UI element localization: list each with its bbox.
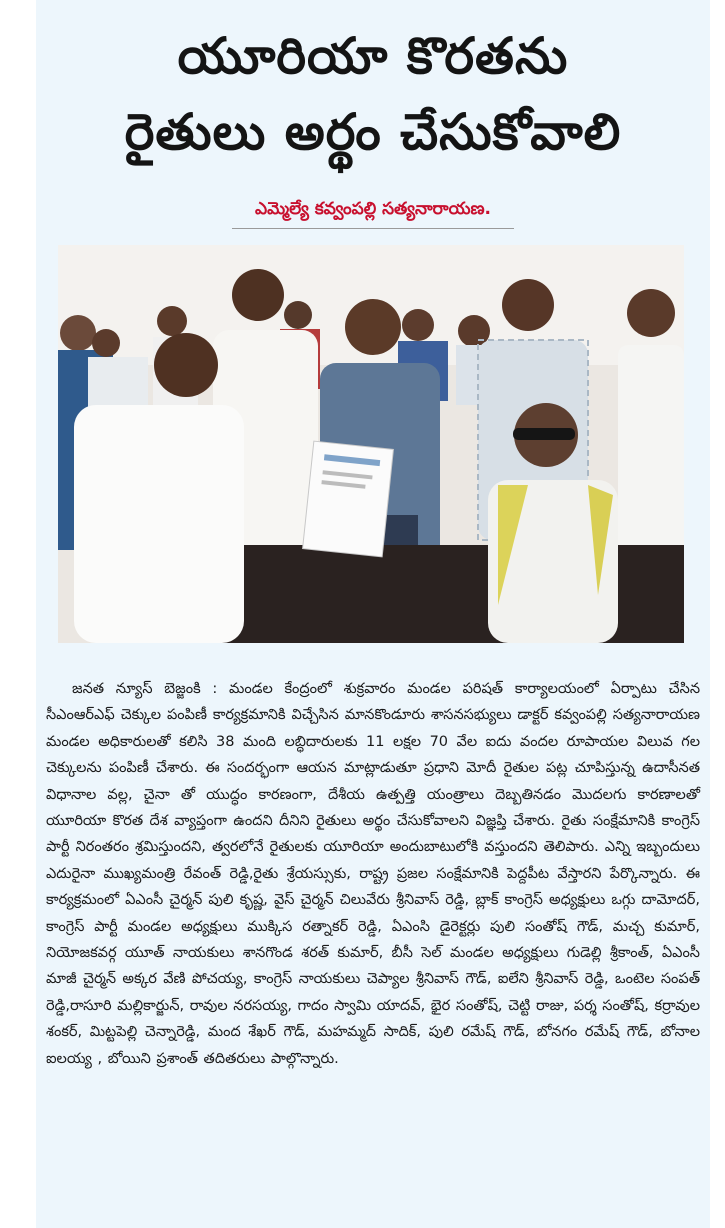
byline: ఎమ్మెల్యే కవ్వంపల్లి సత్యనారాయణ. bbox=[255, 199, 491, 219]
byline-underline bbox=[232, 228, 514, 229]
headline-line-2: రైతులు అర్థం చేసుకోవాలి bbox=[124, 103, 622, 161]
article-body: జనత న్యూస్ బెజ్జంకి : మండల కేంద్రంలో శుక్రవారం మండల పరిషత్ కార్యాలయంలో ఏర్పాటు చేసిన సీఎంఆర్ఎఫ్ చెక్కుల పంపిణీ కార్యక్రమానికి విచ్చేసిన మానకొండూరు శాసనసభ్యులు డాక్టర్ కవ్వంపల్లి సత్యనారాయణ మండల అధికారులతో కలిసి 38 మంది లబ్ధిదారులకు 11 లక్షల 70 వేల ఐదు వందల రూపాయల విలువ గల చెక్కులను పంపిణీ చేశారు. ఈ సందర్భంగా ఆయన మాట్లాడుతూ ప్రధాని మోదీ రైతుల పట్ల చూపిస్తున్న ఉదాసీనత విధానాల వల్ల, చైనా తో యుద్ధం కారణంగా, దేశీయ ఉత్పత్తి యంత్రాలు దెబ్బతినడం మొదలగు కారణాలతో యూరియా కొరత దేశ వ్యాప్తంగా ఉందని దీనిని రైతులు అర్థం చేసుకోవాలని విజ్ఞప్తి చేశారు. రైతు సంక్షేమానికి కాంగ్రెస్ పార్టీ నిరంతరం శ్రమిస్తుందని, త్వరలోనే రైతులకు యూరియా అందుబాటులోకి వస్తుందని తెలిపారు. ఎన్ని ఇబ్బందులు ఎదురైనా ముఖ్యమంత్రి రేవంత్ రెడ్డి,రైతు శ్రేయస్సుకు, రాష్ట్ర ప్రజల సంక్షేమానికి పెద్దపీట వేస్తారని పేర్కొన్నారు. ఈ కార్యక్రమంలో ఏఎంసీ చైర్మన్ పులి కృష్ణ, వైస్ చైర్మన్ చిలువేరు శ్రీనివాస్ రెడ్డి, బ్లాక్ కాంగ్రెస్ అధ్యక్షులు ఒగ్గు దామోదర్, కాంగ్రెస్ పార్టీ మండల అధ్యక్షులు ముక్కిస రత్నాకర్ రెడ్డి, ఏఎంసి డైరెక్టర్లు పులి సంతోష్ గౌడ్, మచ్చ కుమార్, నియోజకవర్గ యూత్ నాయకులు శానగొండ శరత్ కుమార్, బీసీ సెల్ మండల అధ్యక్షులు గుడెల్లి శ్రీకాంత్, ఏఎంసీ మాజీ చైర్మన్ అక్కర వేణి పోచయ్య, కాంగ్రెస్ నాయకులు చెప్యాల శ్రీనివాస్ గౌడ్, ఐలేని శ్రీనివాస్ రెడ్డి, ఒంటెల సంపత్ రెడ్డి,రాసూరి మల్లికార్జున్, రావుల నరసయ్య, గాదం స్వామి యాదవ్, భైర సంతోష్, చెట్టి రాజు, పర్శ సంతోష్, కర్రావుల శంకర్, మిట్టపెల్లి చెన్నారెడ్డి, మంద శేఖర్ గౌడ్, మహమ్మద్ సాదిక్, పులి రమేష్ గౌడ్, బోనగం రమేష్ గౌడ్, బోనాల ఐలయ్య , బోయిని ప్రశాంత్ తదితరులు పాల్గొన్నారు. bbox=[46, 681, 700, 1067]
headline-line-1: యూరియా కొరతను bbox=[177, 27, 569, 85]
cheque-document bbox=[303, 441, 394, 557]
newspaper-clipping bbox=[36, 0, 710, 1228]
news-photo bbox=[58, 245, 684, 643]
